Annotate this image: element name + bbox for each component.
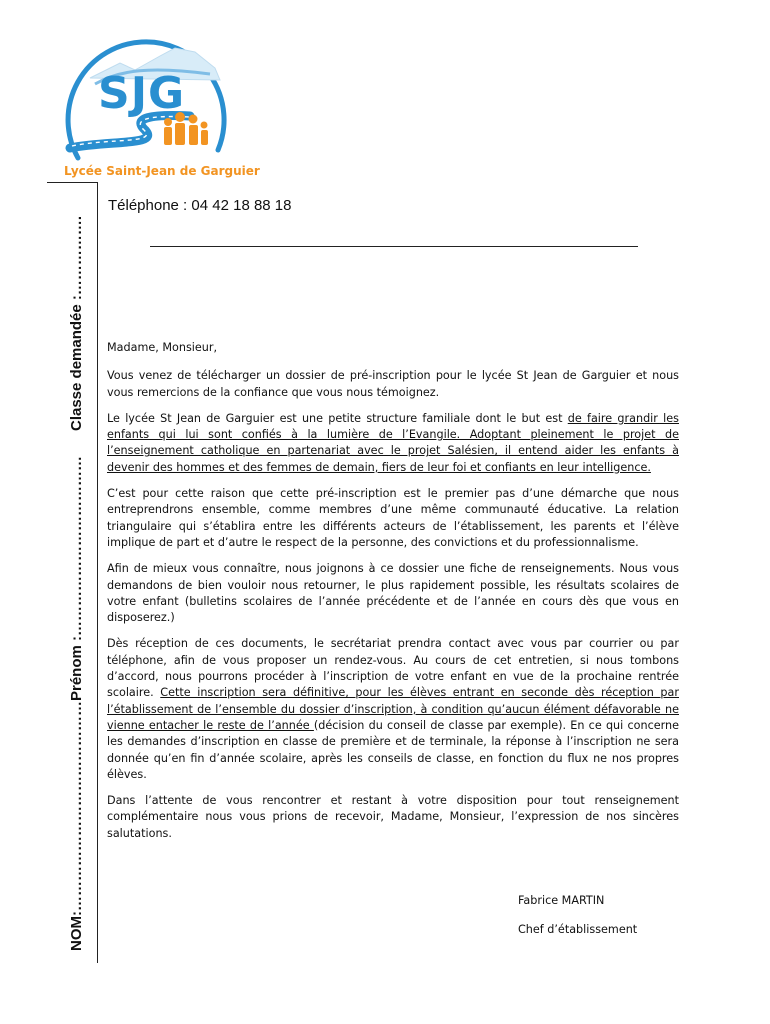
paragraph-documents: Afin de mieux vous connaître, nous joignons à ce dossier une fiche de renseignements. Nous vous demandons de bien vouloir nous retourner, le plus rapidement possible, les résultats scolaires de votre enfant (bulletins scolaires de l’année précédente et de l’année en cours dès que vous en disposerez.) [107,562,679,625]
student-info-fields [51,183,101,963]
greeting: Madame, Monsieur, [107,341,218,354]
classe-field: Classe demandée :……………. [67,215,85,431]
procedure-text: Dès réception de ces documents, le secrétariat prendra contact avec vous par courrier ou par téléphone, afin de vous proposer un rendez-vous. Au cours de cet entretien, si nous tombons d’accord, nous pourrons procéder à l’inscription de votre enfant en vue de la prochaine rentrée scolaire. [107,637,679,700]
mission-underlined: de faire grandir les enfants qui lui sont confiés à la lumière de l’Evangile. Adoptant pleinement le projet de l’enseignement catholique en partenariat avec le projet Salésien, il entend aider les enfants à devenir des hommes et des femmes de demain, fiers de leur foi et confiants en leur intelligence. [107,411,679,474]
signature-name: Fabrice MARTIN [518,894,605,907]
logo-initials: SJG [98,68,186,119]
prenom-field: Prénom :……………………………… [67,455,85,701]
header-divider [150,246,638,247]
paragraph-community: C’est pour cette raison que cette pré-inscription est le premier pas d’une démarche que nous entreprendrons ensemble, comme membres d’une même communauté éducative. La relation triangulaire qui s’établira entre les différents acteurs de l’établissement, les parents et l’élève implique de part et d’autre le respect de la personne, des convictions et du professionnalisme. [107,487,679,549]
student-info-margin [47,182,98,963]
paragraph-intro: Vous venez de télécharger un dossier de pré-inscription pour le lycée St Jean de Garguier et nous vous remercions de la confiance que vous nous témoignez. [107,369,679,399]
procedure-text-end: (décision du conseil de classe par exemple). En ce qui concerne les demandes d’inscription en classe de première et de terminale, la réponse à l’inscription ne sera donnée qu’en fin d’année scolaire, après les conseils de classe, en fonction du flux ne nos propres élèves. [107,718,679,781]
paragraph-closing: Dans l’attente de vous rencontrer et restant à votre disposition pour tout renseignement complémentaire nous vous prions de recevoir, Madame, Monsieur, l’expression de nos sincères salutations. [107,794,679,840]
mission-text: Le lycée St Jean de Garguier est une petite structure familiale dont le but est [107,411,568,425]
nom-field: NOM:……………………………………. [67,696,85,951]
paragraph-procedure [107,636,679,783]
paragraph-mission [107,411,679,476]
logo-school-name: Lycée Saint-Jean de Garguier [64,164,260,178]
letter-body [107,340,679,852]
signature-title: Chef d’établissement [518,923,638,936]
procedure-underlined: Cette inscription sera définitive, pour les élèves entrant en seconde dès réception par l’établissement de l’ensemble du dossier d’inscription, à condition qu’aucun élément défavorable ne vienne entacher le reste de l’année [107,686,679,732]
phone-number: Téléphone : 04 42 18 88 18 [108,197,292,214]
school-logo [50,18,260,183]
